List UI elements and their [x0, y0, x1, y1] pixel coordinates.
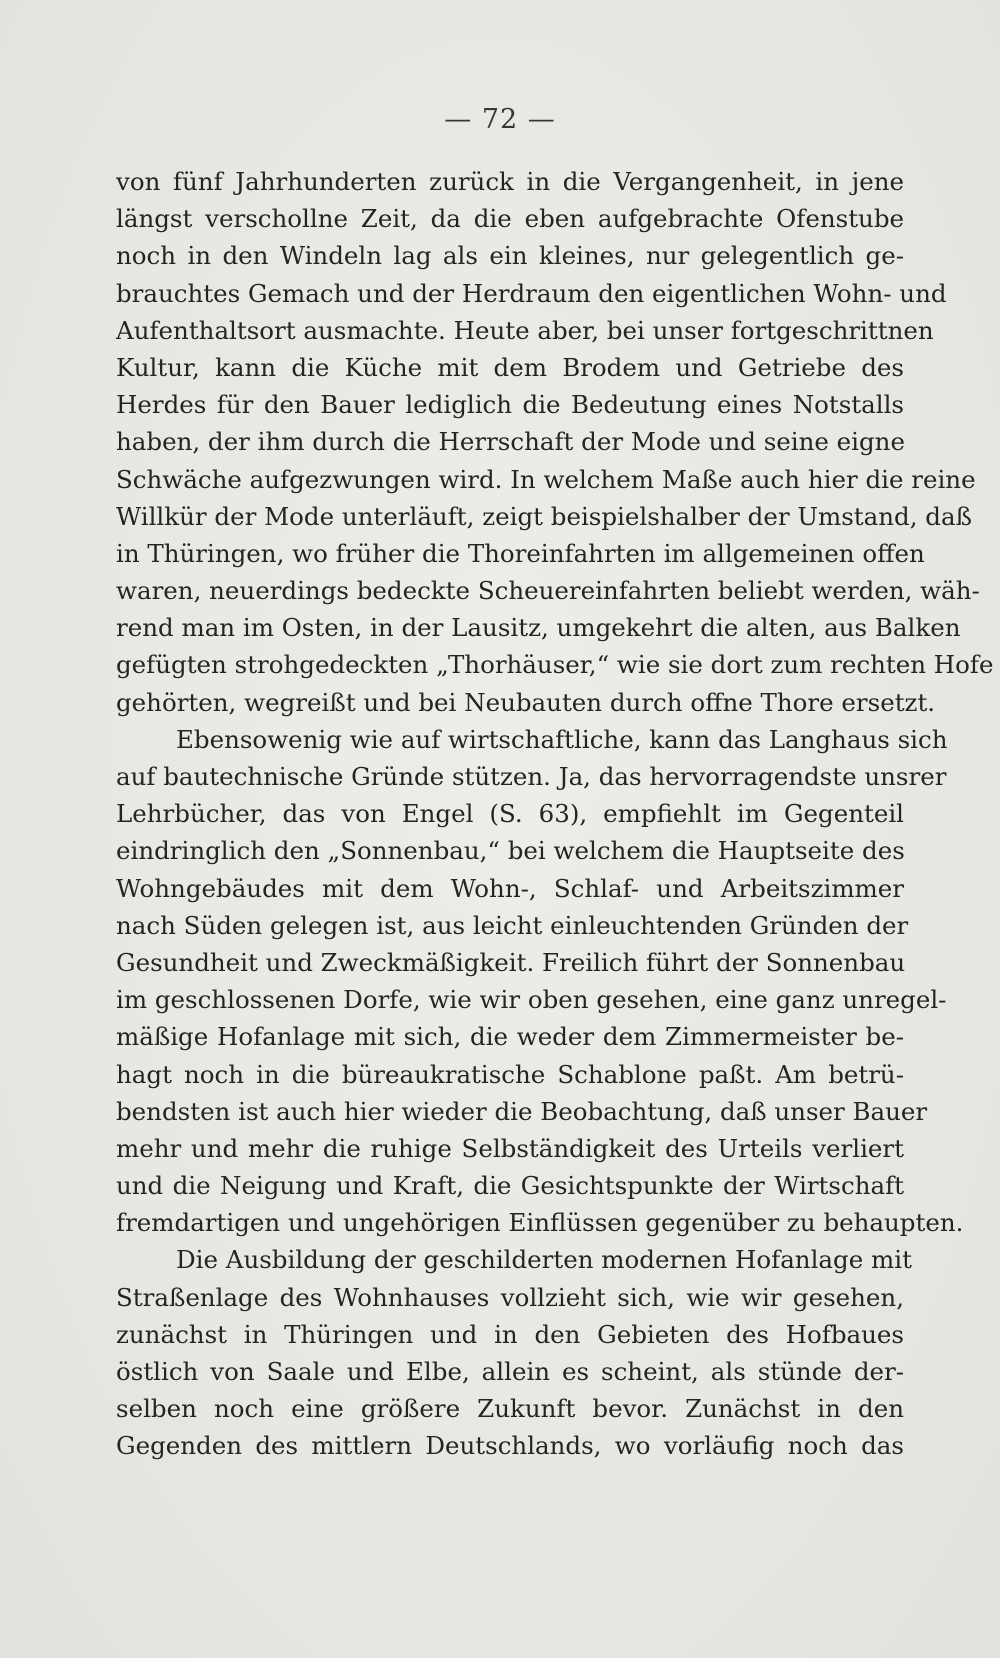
text-line: Straßenlage des Wohnhauses vollzieht sich, wie wir gesehen,: [116, 1282, 904, 1312]
text-line: gefügten strohgedeckten „Thorhäuser,“ wie sie dort zum rechten Hofe: [116, 650, 994, 680]
text-line: Lehrbücher, das von Engel (S. 63), empfiehlt im Gegenteil: [116, 799, 904, 829]
text-line: Schwäche aufgezwungen wird. In welchem Maße auch hier die reine: [116, 464, 976, 494]
paragraph-start-line: Die Ausbildung der geschilderten modernen Hofanlage mit: [176, 1245, 912, 1275]
text-line: fremdartigen und ungehörigen Einflüssen gegenüber zu behaupten.: [116, 1208, 964, 1238]
text-line: Kultur, kann die Küche mit dem Brodem und Getriebe des: [116, 352, 904, 382]
text-line: mehr und mehr die ruhige Selbständigkeit des Urteils verliert: [116, 1133, 904, 1163]
text-line: Willkür der Mode unterläuft, zeigt beispielshalber der Umstand, daß: [116, 501, 972, 531]
text-line: bendsten ist auch hier wieder die Beobachtung, daß unser Bauer: [116, 1096, 928, 1126]
text-line: in Thüringen, wo früher die Thoreinfahrten im allgemeinen offen: [116, 538, 925, 568]
text-line: brauchtes Gemach und der Herdraum den eigentlichen Wohn- und: [116, 278, 947, 308]
text-line: mäßige Hofanlage mit sich, die weder dem Zimmermeister be-: [116, 1022, 904, 1052]
text-line: Gegenden des mittlern Deutschlands, wo vorläufig noch das: [116, 1431, 904, 1461]
text-line: zunächst in Thüringen und in den Gebieten des Hofbaues: [116, 1319, 904, 1349]
text-line: und die Neigung und Kraft, die Gesichtspunkte der Wirtschaft: [116, 1171, 904, 1201]
text-line: hagt noch in die büreaukratische Schablone paßt. Am betrü-: [116, 1059, 904, 1089]
text-line: rend man im Osten, in der Lausitz, umgekehrt die alten, aus Balken: [116, 613, 961, 643]
text-line: Herdes für den Bauer lediglich die Bedeutung eines Notstalls: [116, 390, 904, 420]
text-line: noch in den Windeln lag als ein kleines, nur gelegentlich ge-: [116, 241, 904, 271]
text-line: im geschlossenen Dorfe, wie wir oben gesehen, eine ganz unregel-: [116, 985, 947, 1015]
text-line: von fünf Jahrhunderten zurück in die Vergangenheit, in jene: [116, 167, 904, 196]
text-line: haben, der ihm durch die Herrschaft der Mode und seine eigne: [116, 427, 905, 457]
page-number: — 72 —: [444, 104, 556, 135]
text-line: Aufenthaltsort ausmachte. Heute aber, bei unser fortgeschrittnen: [116, 315, 934, 345]
text-line: Gesundheit und Zweckmäßigkeit. Freilich führt der Sonnenbau: [116, 947, 906, 977]
text-line: auf bautechnische Gründe stützen. Ja, das hervorragendste unsrer: [116, 762, 947, 791]
text-line: selben noch eine größere Zukunft bevor. Zunächst in den: [116, 1394, 904, 1424]
text-line: östlich von Saale und Elbe, allein es scheint, als stünde der-: [116, 1357, 904, 1386]
text-line: Wohngebäudes mit dem Wohn-, Schlaf- und Arbeitszimmer: [116, 873, 904, 903]
body-text: [116, 163, 994, 1465]
paragraph-start-line: Ebensowenig wie auf wirtschaftliche, kann das Langhaus sich: [176, 724, 948, 754]
text-line: längst verschollne Zeit, da die eben aufgebrachte Ofenstube: [116, 204, 904, 234]
text-line: nach Süden gelegen ist, aus leicht einleuchtenden Gründen der: [116, 910, 909, 940]
text-line: eindringlich den „Sonnenbau,“ bei welchem die Hauptseite des: [116, 836, 905, 866]
text-line: gehörten, wegreißt und bei Neubauten durch offne Thore ersetzt.: [116, 687, 936, 717]
text-line: waren, neuerdings bedeckte Scheuereinfahrten beliebt werden, wäh-: [116, 576, 980, 606]
